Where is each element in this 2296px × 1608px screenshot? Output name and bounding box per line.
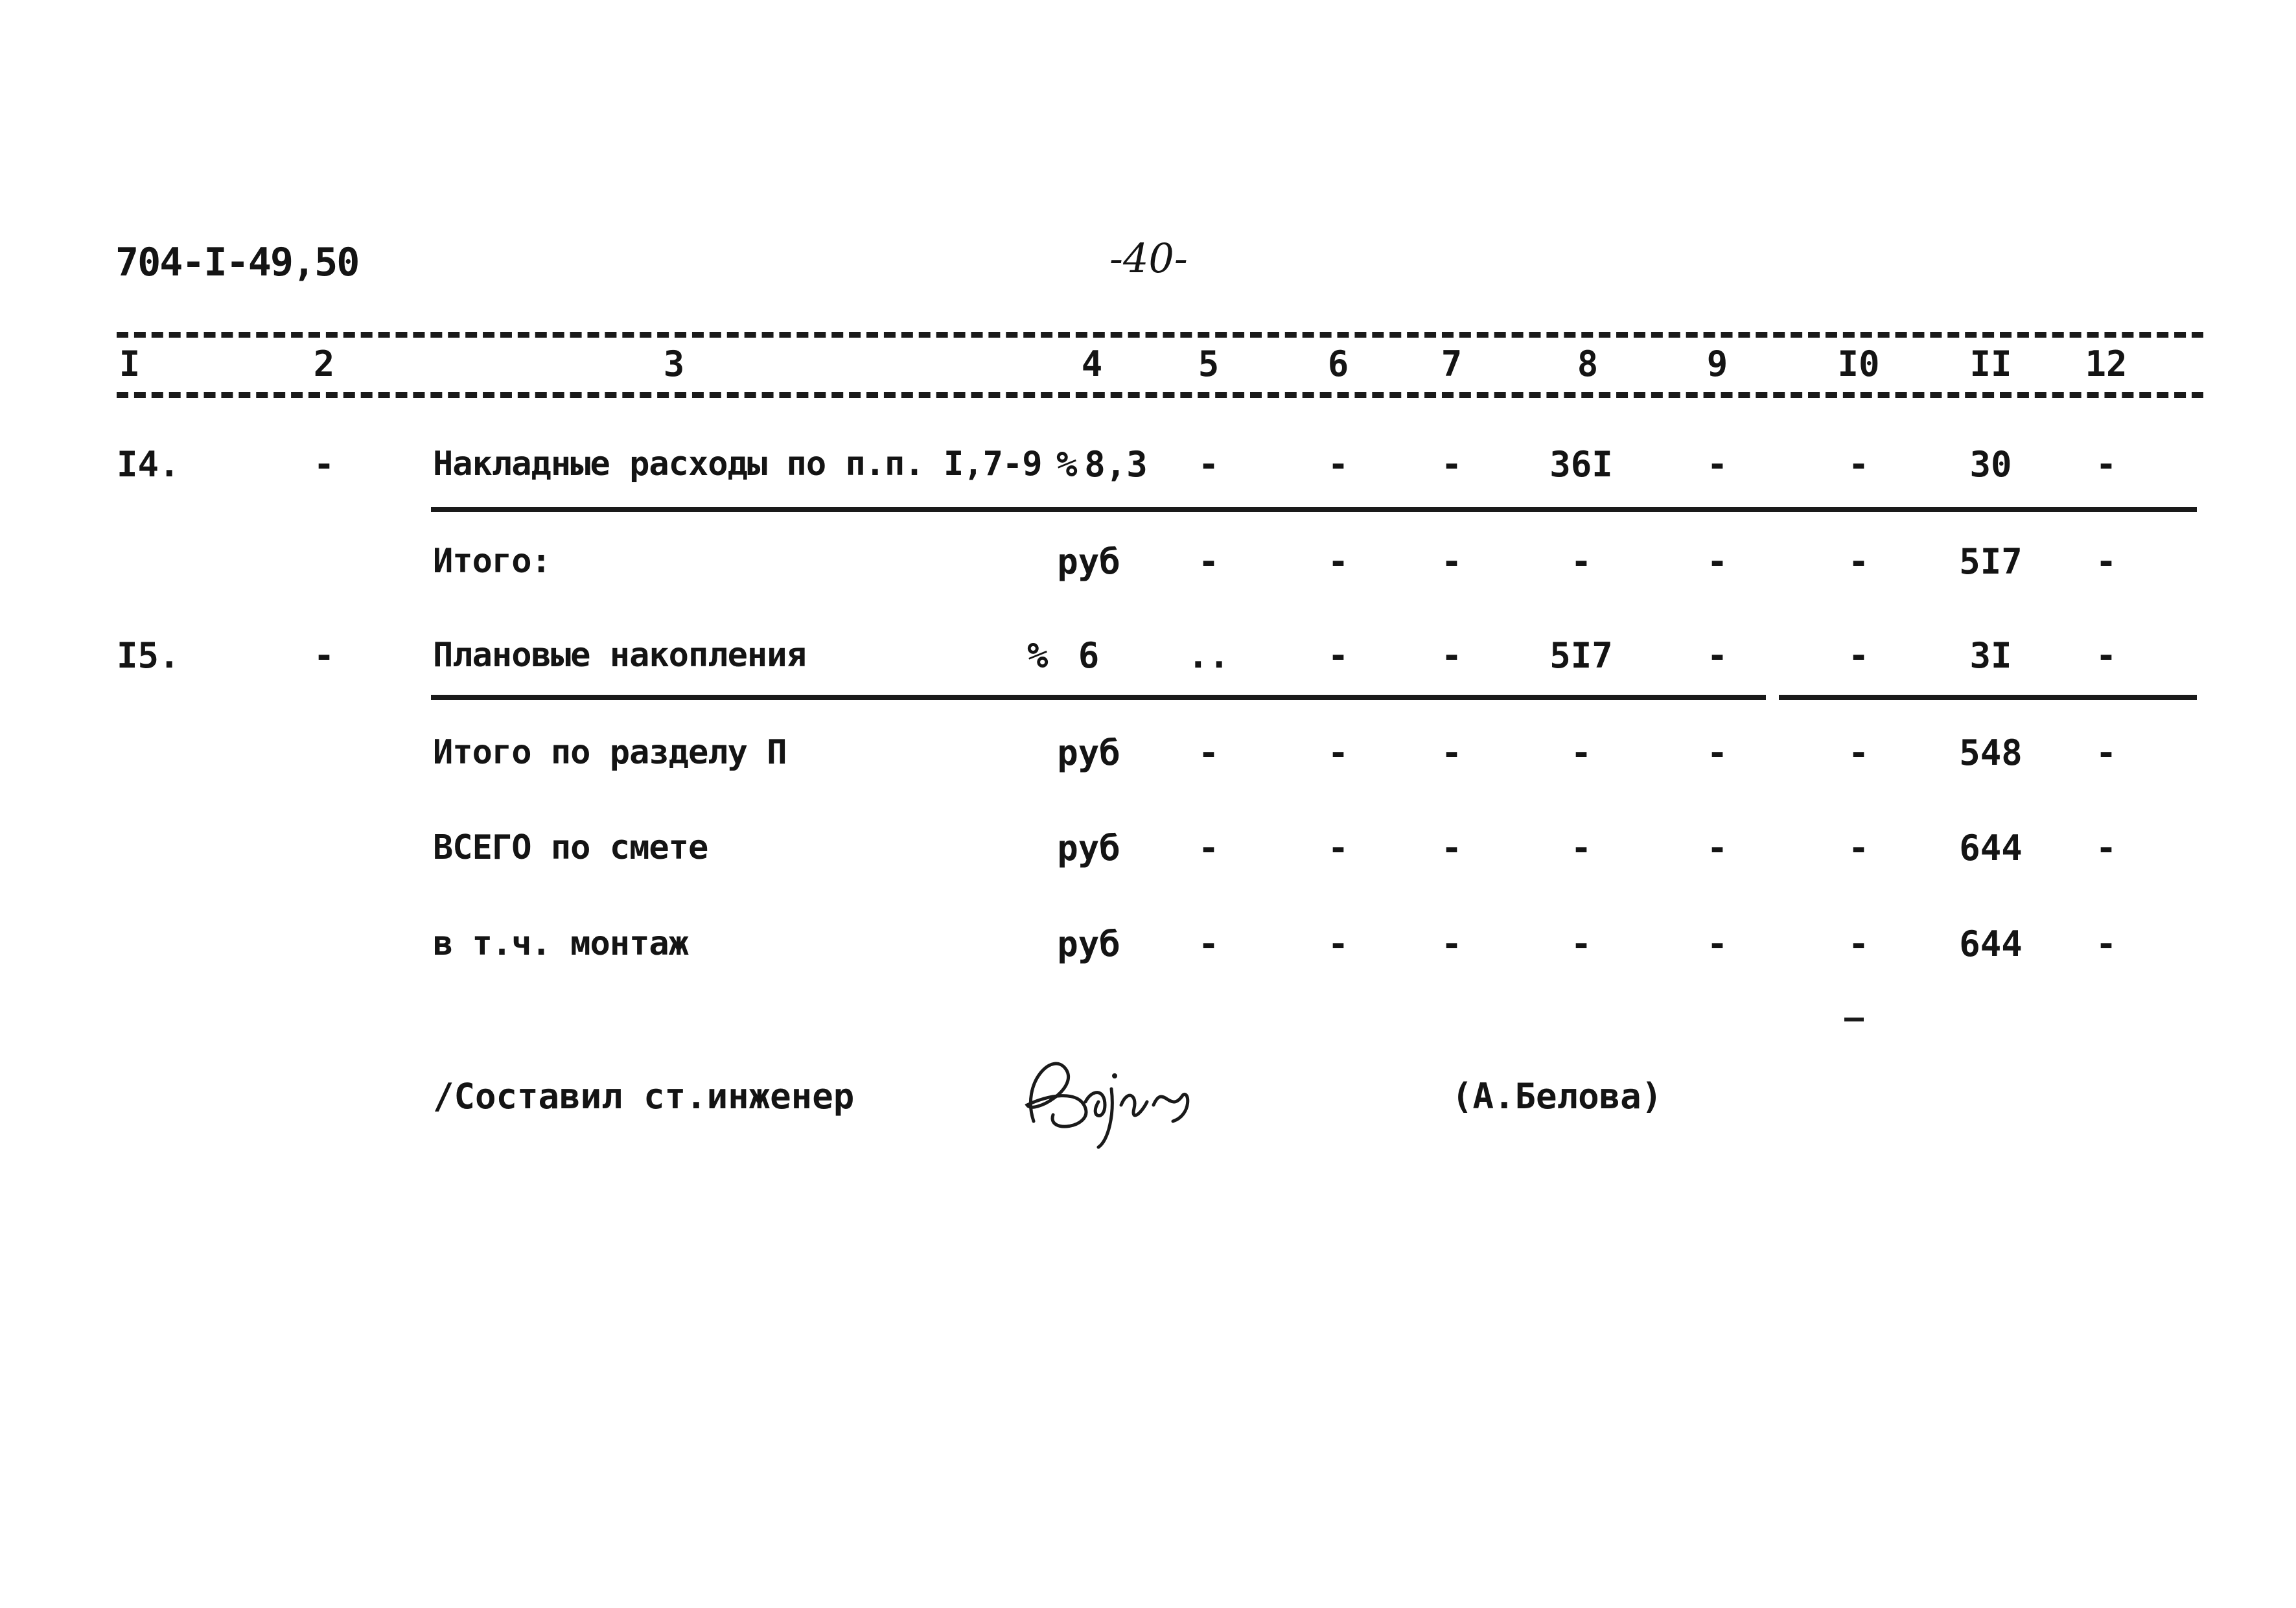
row-description: в т.ч. монтаж [433,924,688,963]
col-5-value: .. [1187,635,1230,676]
row-description: Итого по разделу П [433,733,787,772]
col-7-value: - [1441,444,1463,485]
compiled-by-label: /Составил ст.инженер [433,1076,855,1117]
col-8-value: 36I [1549,444,1613,485]
col-12-value: - [2095,828,2117,868]
col-10-value: - [1848,924,1870,964]
col-5-value: - [1198,541,1220,582]
col-header-1: I [119,344,141,384]
page-number: -40- [1109,235,1188,282]
col-6-value: - [1327,732,1349,773]
col-11-value: 30 [1969,444,2012,485]
col-12-value: - [2095,732,2117,773]
col-9-value: - [1706,828,1728,868]
col-header-6: 6 [1327,344,1349,384]
col-4-value: руб [1057,732,1120,773]
col-4-value: 6 [1078,635,1100,676]
col-7-value: - [1441,924,1463,964]
col-5-value: - [1198,732,1220,773]
col-header-8: 8 [1577,344,1599,384]
row-description: Итого: [433,542,551,581]
col-5-value: - [1198,828,1220,868]
col-9-value: - [1706,732,1728,773]
col-12-value: - [2095,541,2117,582]
col-8-value: - [1570,541,1592,582]
col-6-value: - [1327,444,1349,485]
signature-image [1008,1043,1202,1154]
col-7-value: - [1441,732,1463,773]
col-9-value: - [1706,444,1728,485]
subtotal-rule-2b [1779,695,2197,700]
row-number: I4. [117,444,180,485]
col-6-value: - [1327,924,1349,964]
row-number: I5. [117,635,180,676]
col-header-3: 3 [663,344,685,384]
col-11-value: 644 [1959,924,2023,964]
col-header-2: 2 [313,344,335,384]
col-10-value: - [1848,635,1870,676]
col-8-value: - [1570,732,1592,773]
col-5-value: - [1198,924,1220,964]
col-4-value: 8,3 [1084,444,1148,485]
col-header-4: 4 [1081,344,1103,384]
col-7-value: - [1441,635,1463,676]
col-4-value: руб [1057,924,1120,964]
signer-name: (А.Белова) [1452,1076,1663,1117]
col-12-value: - [2095,444,2117,485]
col-header-11: II [1969,344,2012,384]
col-10-value: - [1848,732,1870,773]
col-10-value: - [1848,828,1870,868]
stray-dash [1844,1018,1864,1021]
col-6-value: - [1327,635,1349,676]
row-description: Плановые накопления [433,636,806,675]
col-header-12: 12 [2085,344,2128,384]
col-2-value: - [313,635,335,676]
unit-percent: % [1027,635,1049,676]
unit-percent: % [1056,444,1078,485]
col-8-value: - [1570,924,1592,964]
col-9-value: - [1706,635,1728,676]
header-bottom-rule [117,392,2203,398]
col-10-value: - [1848,541,1870,582]
col-header-5: 5 [1198,344,1220,384]
col-7-value: - [1441,828,1463,868]
col-9-value: - [1706,541,1728,582]
col-12-value: - [2095,635,2117,676]
col-12-value: - [2095,924,2117,964]
col-4-value: руб [1057,541,1120,582]
col-6-value: - [1327,541,1349,582]
col-header-9: 9 [1706,344,1728,384]
col-8-value: 5I7 [1549,635,1613,676]
col-11-value: 548 [1959,732,2023,773]
col-6-value: - [1327,828,1349,868]
col-10-value: - [1848,444,1870,485]
row-description: Накладные расходы по п.п. I,7-9 [433,445,1042,484]
col-11-value: 644 [1959,828,2023,868]
subtotal-rule-1 [431,507,2197,512]
header-top-rule [117,332,2203,338]
row-description: ВСЕГО по смете [433,828,708,867]
col-4-value: руб [1057,828,1120,868]
col-header-10: I0 [1837,344,1880,384]
col-5-value: - [1198,444,1220,485]
col-11-value: 3I [1969,635,2012,676]
col-11-value: 5I7 [1959,541,2023,582]
col-7-value: - [1441,541,1463,582]
col-header-7: 7 [1441,344,1463,384]
col-9-value: - [1706,924,1728,964]
col-2-value: - [313,444,335,485]
col-8-value: - [1570,828,1592,868]
document-code: 704-I-49,50 [115,240,359,285]
subtotal-rule-2a [431,695,1766,700]
